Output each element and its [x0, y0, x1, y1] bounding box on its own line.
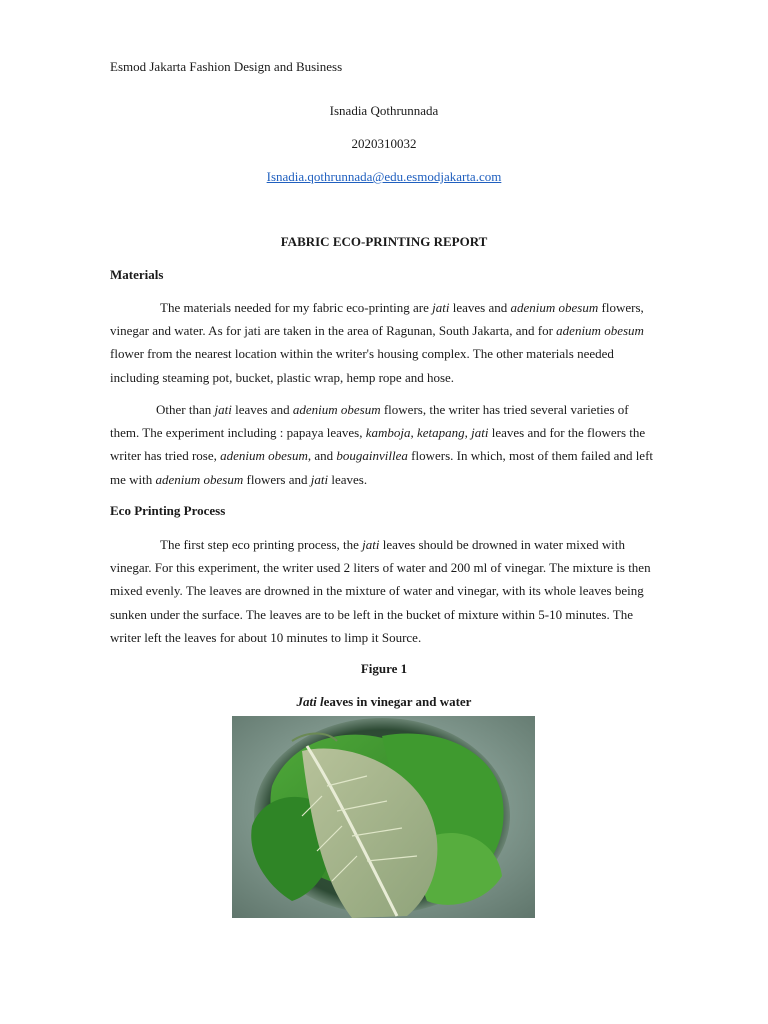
materials-paragraph-2: Other than jati leaves and adenium obesum flowers, the writer has tried several varieties of them. The experiment including : papaya leaves, kamboja, ketapang, jati leaves and for the flowers the writer has tried rose, adenium obesum, and bougainvillea flowers. In which, most of them failed and left me with adenium obesum flowers and jati leaves.	[110, 402, 654, 487]
student-id: 2020310032	[351, 136, 417, 151]
report-title: FABRIC ECO-PRINTING REPORT	[280, 234, 488, 249]
figure-label: Figure 1	[360, 661, 408, 676]
email-link[interactable]: Isnadia.qothrunnada@edu.esmodjakarta.com	[266, 169, 502, 184]
materials-heading: Materials	[110, 267, 164, 282]
institution-name: Esmod Jakarta Fashion Design and Business	[110, 59, 343, 74]
process-heading: Eco Printing Process	[110, 503, 226, 518]
author-name: Isnadia Qothrunnada	[329, 103, 439, 118]
materials-paragraph-1: The materials needed for my fabric eco-printing are jati leaves and adenium obesum flowers, vinegar and water. As for jati are taken in the area of Ragunan, South Jakarta, and for adenium obesum flower from the nearest location within the writer's housing complex. The other materials needed including steaming pot, bucket, plastic wrap, hemp rope and hose.	[110, 300, 644, 385]
email-wrapper	[0, 169, 768, 185]
figure-caption: Jati leaves in vinegar and water	[296, 694, 472, 709]
process-paragraph-1: The first step eco printing process, the jati leaves should be drowned in water mixed with vinegar. For this experiment, the writer used 2 liters of water and 200 ml of vinegar. The mixture is then mixed evenly. The leaves are drowned in the mixture of water and vinegar, with its whole leaves being sunken under the surface. The leaves are to be left in the bucket of mixture within 5-10 minutes. The writer left the leaves for about 10 minutes to limp it Source.	[110, 537, 651, 645]
jati-leaves-photo	[232, 716, 535, 918]
